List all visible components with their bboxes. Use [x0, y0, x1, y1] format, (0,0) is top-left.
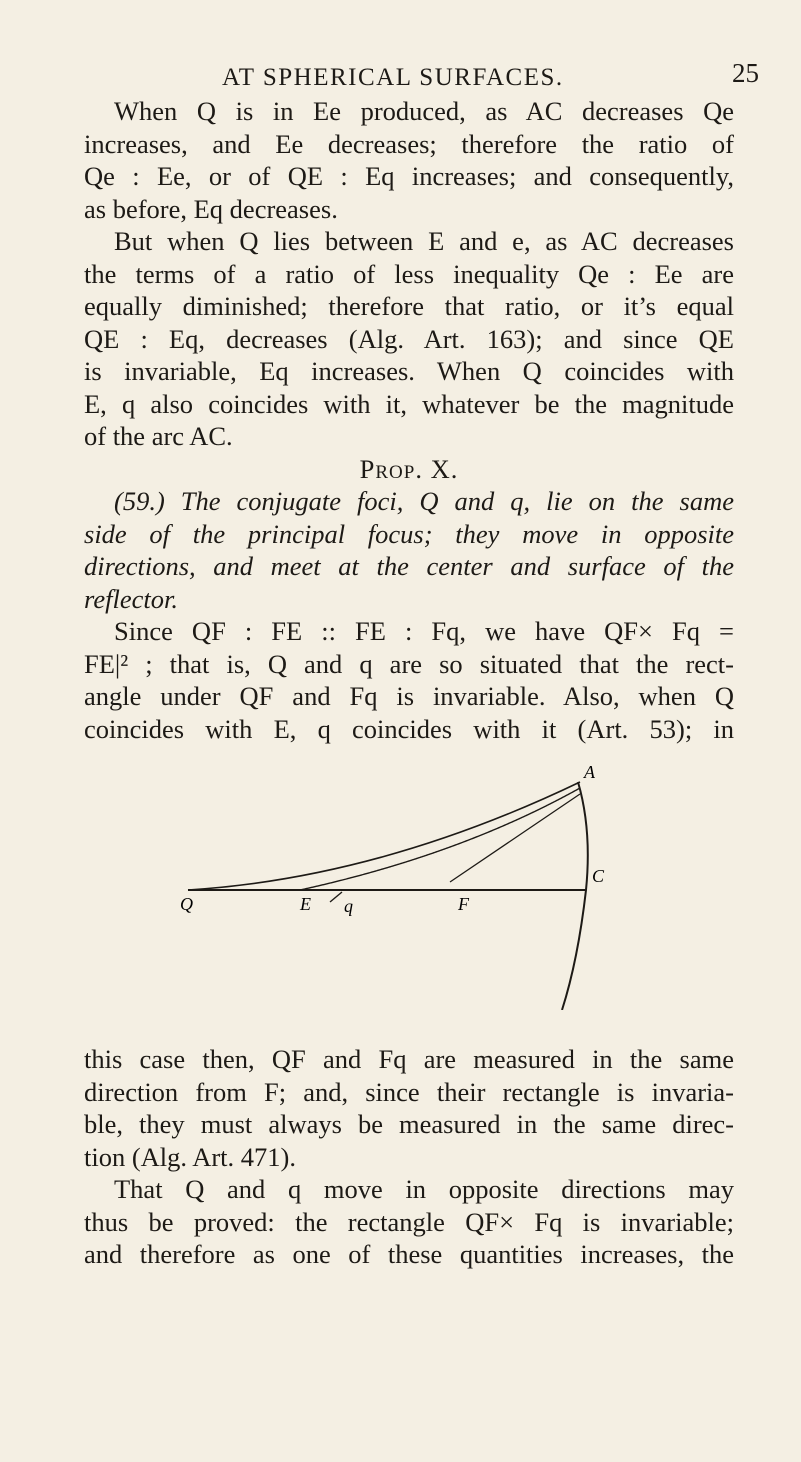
text-line: QE : Eq, decreases (Alg. Art. 163); and since QE [84, 323, 734, 354]
text-line: FE|² ; that is, Q and q are so situated that the rect- [84, 648, 734, 679]
text-line: ble, they must always be measured in the same direc- [84, 1109, 734, 1139]
text-line: (59.) The conjugate foci, Q and q, lie on the same [114, 486, 734, 516]
text-line: Since QF : FE :: FE : Fq, we have QF× Fq = [114, 616, 734, 646]
reflector-diagram [180, 760, 640, 1010]
mirror-arc [562, 782, 588, 1010]
text-line: as before, Eq decreases. [84, 193, 338, 224]
ray-q-a [188, 782, 580, 890]
text-line: reflector. [84, 583, 178, 614]
text-line: E, q also coincides with it, whatever be the magnitude [84, 388, 734, 419]
body-text-bottom [84, 1043, 734, 1271]
running-title: AT SPHERICAL SURFACES. [222, 64, 564, 91]
text-line: When Q is in Ee produced, as AC decreases Qe [114, 96, 734, 126]
text-line: the terms of a ratio of less inequality Qe : Ee are [84, 258, 734, 289]
label-q-lower: q [344, 896, 353, 916]
text-line: angle under QF and Fq is invariable. Also, when Q [84, 681, 734, 711]
text-line: side of the principal focus; they move in opposite [84, 518, 734, 549]
text-line: increases, and Ee decreases; therefore the ratio of [84, 128, 734, 159]
q-tick [330, 892, 342, 902]
label-a: A [584, 762, 595, 782]
label-c: C [592, 866, 605, 886]
ray-f-a [450, 794, 580, 882]
label-q-upper: Q [180, 894, 193, 914]
text-line: That Q and q move in opposite directions may [114, 1174, 734, 1204]
text-line: and therefore as one of these quantities increases, the [84, 1239, 734, 1269]
text-line: of the arc AC. [84, 421, 233, 451]
text-line: tion (Alg. Art. 471). [84, 1141, 296, 1172]
text-line: equally diminished; therefore that ratio, or it’s equal [84, 291, 734, 321]
text-line: coincides with E, q coincides with it (Art. 53); in [84, 713, 734, 744]
label-e: E [300, 894, 311, 914]
text-line: thus be proved: the rectangle QF× Fq is invariable; [84, 1206, 734, 1237]
page-number: 25 [732, 58, 759, 88]
text-line: direction from F; and, since their rectangle is invaria- [84, 1076, 734, 1107]
text-line: But when Q lies between E and e, as AC decreases [114, 226, 734, 256]
text-line: Prop. X. [359, 453, 459, 484]
body-text-top [84, 95, 734, 745]
label-f: F [458, 894, 469, 914]
text-line: this case then, QF and Fq are measured in the same [84, 1044, 734, 1074]
text-line: Qe : Ee, or of QE : Eq increases; and consequently, [84, 161, 734, 191]
text-line: directions, and meet at the center and surface of the [84, 551, 734, 581]
text-line: is invariable, Eq increases. When Q coincides with [84, 356, 734, 386]
